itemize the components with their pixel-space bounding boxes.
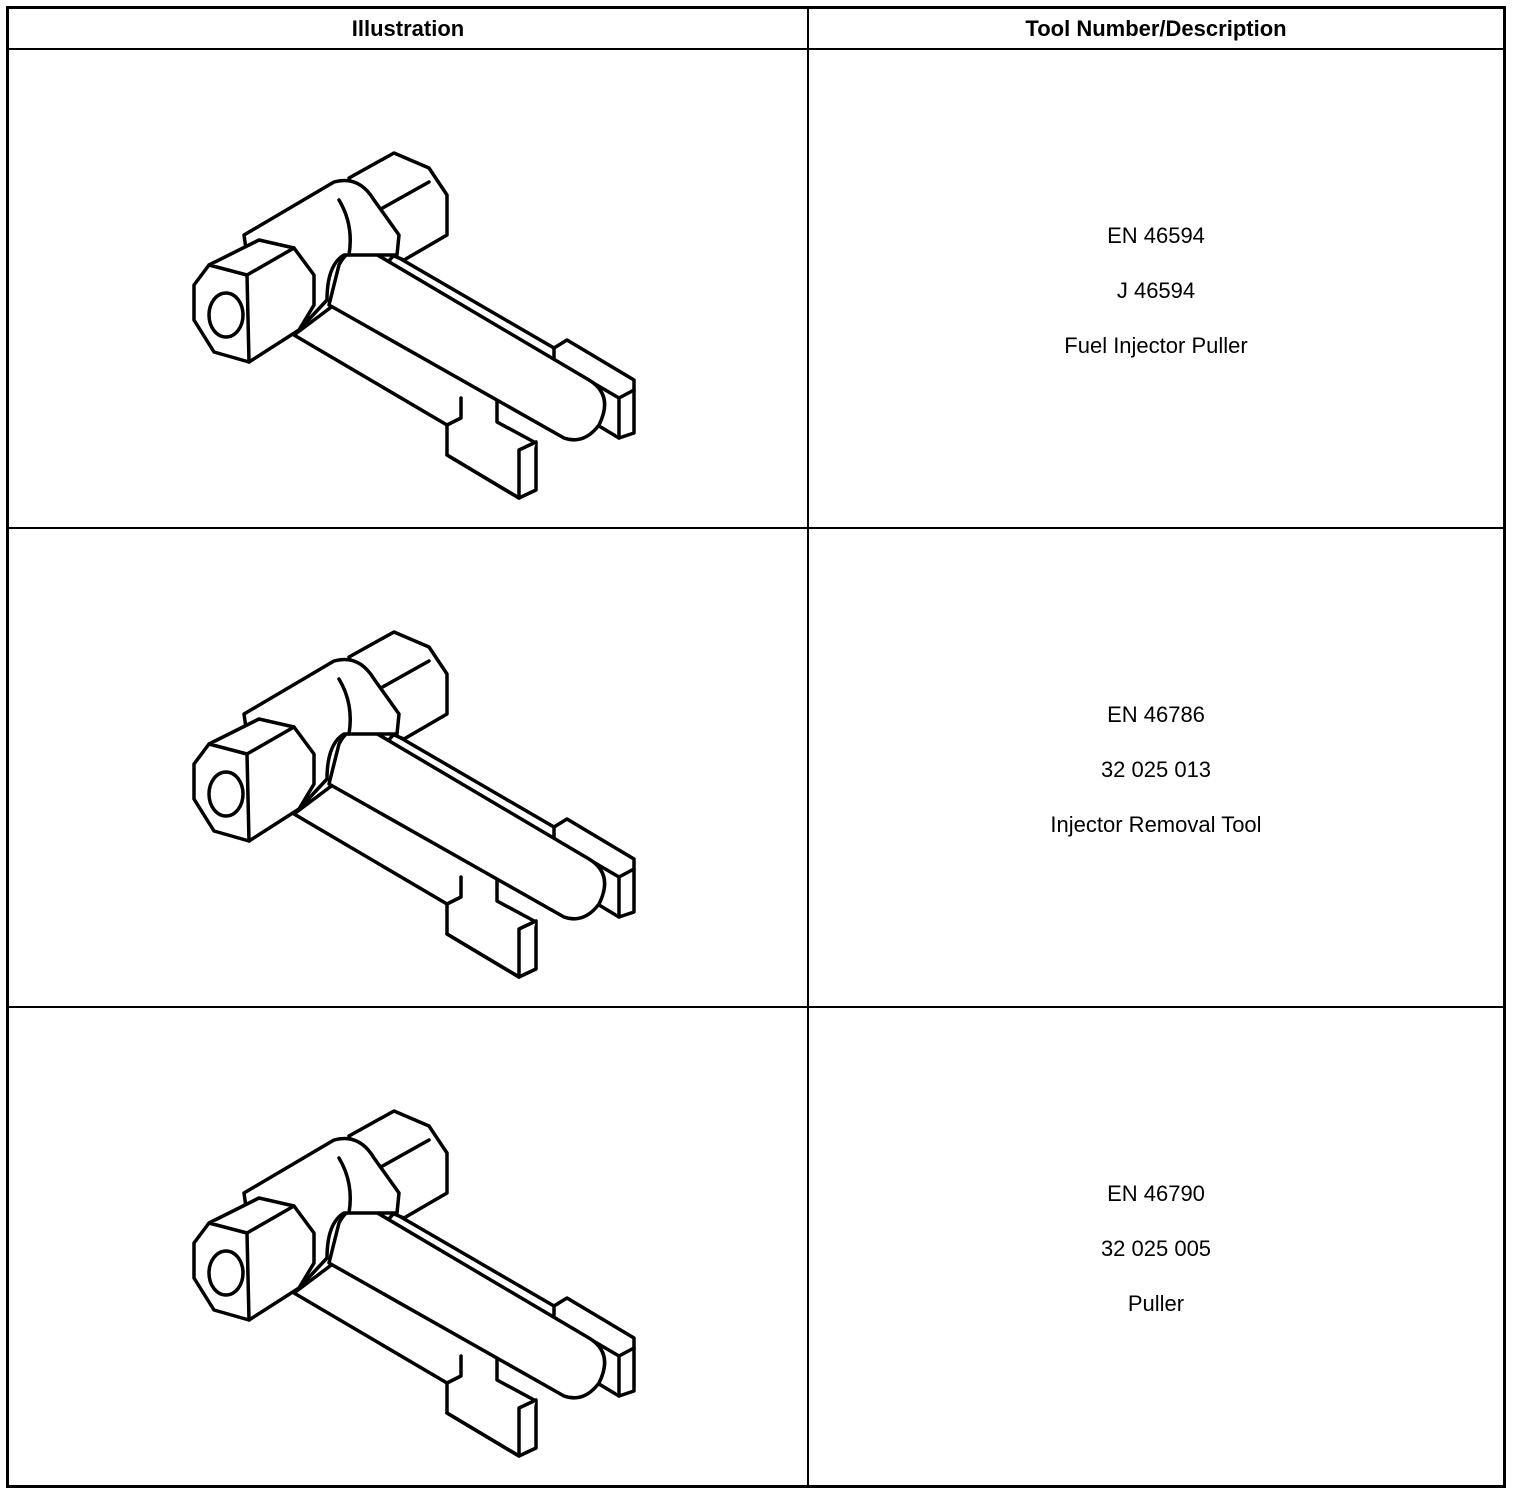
alternate-tool-number: 32 025 013 <box>1100 757 1212 782</box>
illustration-cell <box>8 49 809 528</box>
illustration-column-header: Illustration <box>8 8 809 50</box>
description-cell <box>808 528 1505 1007</box>
tool-number: EN 46786 <box>1107 702 1205 727</box>
special-tools-table <box>6 6 1506 1488</box>
illustration-cell <box>8 528 809 1007</box>
description-cell <box>808 49 1505 528</box>
tool-description: Injector Removal Tool <box>1050 812 1262 837</box>
fuel-injector-puller-icon <box>9 50 807 527</box>
tool-description: Puller <box>1127 1291 1185 1316</box>
table-row <box>8 1007 1505 1487</box>
tool-number: EN 46790 <box>1107 1181 1205 1206</box>
tool-number: EN 46594 <box>1107 223 1205 248</box>
injector-removal-tool-icon <box>9 529 807 1006</box>
table-row <box>8 49 1505 528</box>
illustration-cell <box>8 1007 809 1487</box>
description-column-header: Tool Number/Description <box>808 8 1505 50</box>
tool-description: Fuel Injector Puller <box>1064 333 1248 358</box>
alternate-tool-number: 32 025 005 <box>1100 1236 1212 1261</box>
table-row <box>8 528 1505 1007</box>
description-cell <box>808 1007 1505 1487</box>
alternate-tool-number: J 46594 <box>1116 278 1196 303</box>
puller-icon <box>9 1008 807 1485</box>
table-header-row <box>8 8 1505 50</box>
